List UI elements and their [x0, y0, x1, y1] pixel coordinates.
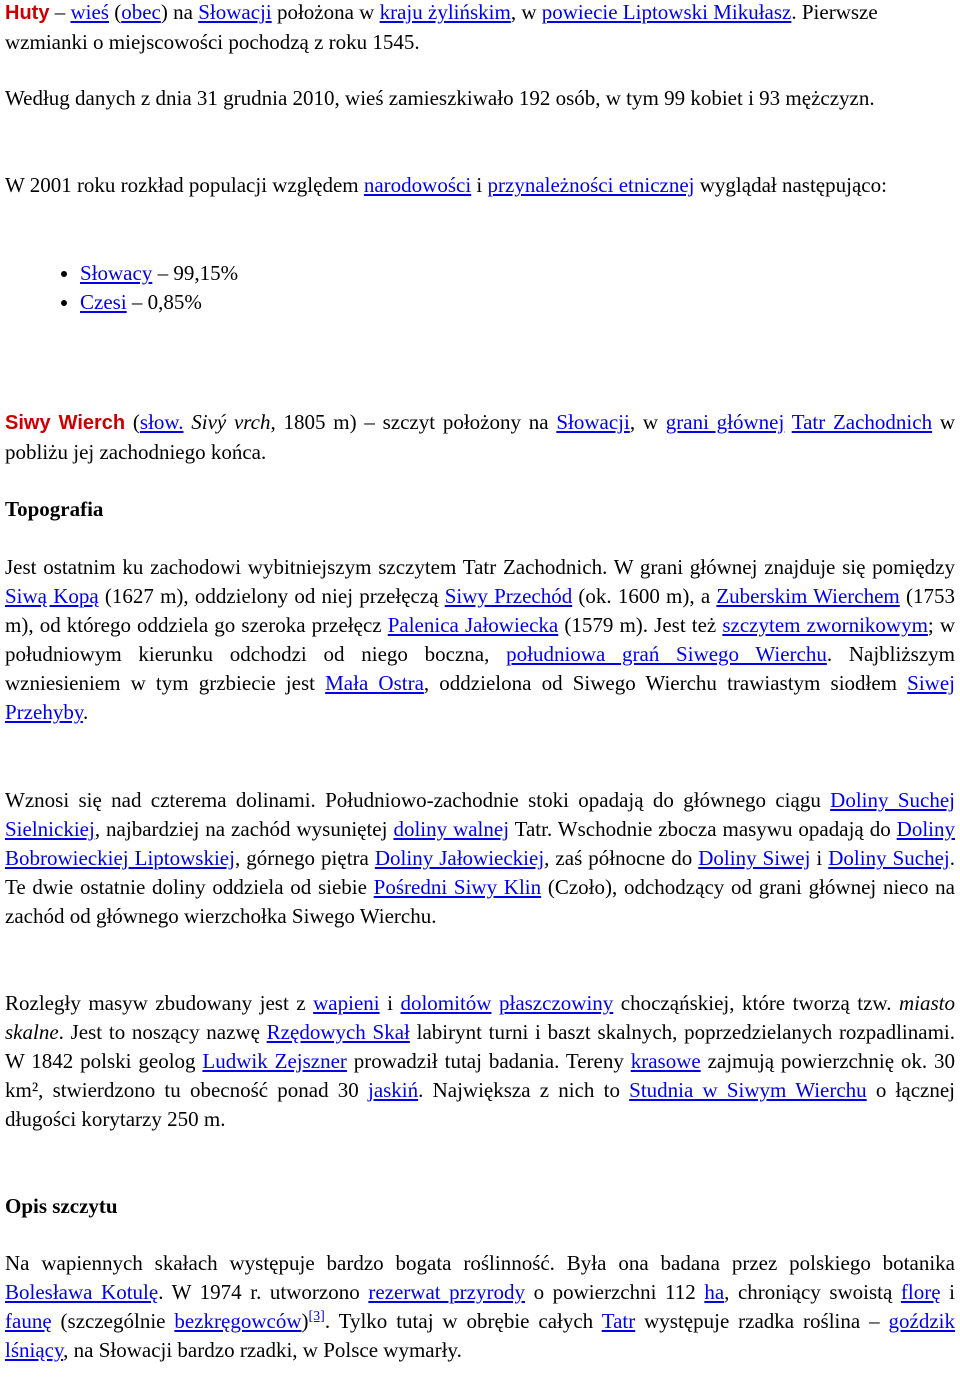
paragraph-doliny: Wznosi się nad czterema dolinami. Południowo-zachodnie stoki opadają do głównego ciągu Doliny Suchej Sielnickiej, najbardziej na zachód wysuniętej doliny walnej Tatr. Wschodnie zbocza masywu opadają do Doliny Bobrowieckiej Liptowskiej, górnego piętra Doliny Jałowieckiej, zaś północne do Doliny Siwej i Doliny Suchej. Te dwie ostatnie doliny oddziela od siebie Pośredni Siwy Klin (Czoło), odchodzący od grani głównej nieco na zachód od głównego wierzchołka Siwego Wierchu. [5, 788, 956, 928]
link-gozdzik[interactable]: goździk lśniący [5, 1309, 955, 1362]
title-huty: Huty [5, 2, 50, 24]
link-boleslaw-kotula[interactable]: Bolesława Kotulę [5, 1280, 159, 1304]
paragraph-opis: Na wapiennych skałach występuje bardzo bogata roślinność. Była ona badana przez polskiego botanika Bolesława Kotulę. W 1974 r. utworzono rezerwat przyrody o powierzchni 112 ha, chroniący swoistą florę i faunę (szczególnie bezkręgowców)[3]. Tylko tutaj w obrębie całych Tatr występuje rzadka roślina – goździk lśniący, na Słowacji bardzo rzadki, w Polsce wymarły. [5, 1251, 955, 1362]
link-poludniowa-gran[interactable]: południowa grań Siwego Wierchu [506, 642, 827, 666]
paragraph-huty-intro: Huty – wieś (obec) na Słowacji położona w kraju żylińskim, w powiecie Liptowski Mikułasz. Pierwsze wzmianki o miejscowości pochodzą z roku 1545. [5, 0, 878, 54]
link-tatr[interactable]: Tatr [601, 1309, 636, 1333]
link-czesi[interactable]: Czesi [80, 290, 127, 314]
link-plaszczowina[interactable]: płaszczowiny [498, 991, 614, 1015]
link-slow[interactable]: słow. [139, 410, 184, 434]
link-grani-glownej[interactable]: grani głównej [665, 410, 785, 434]
link-dolina-siwa[interactable]: Doliny Siwej [698, 846, 811, 870]
paragraph-geologia: Rozległy masyw zbudowany jest z wapieni i dolomitów płaszczowiny chocząńskiej, które tworzą tzw. miasto skalne. Jest to noszący nazwę Rzędowych Skał labirynt turni i baszt skalnych, poprzedzielanych rozpadlinami. W 1842 polski geolog Ludwik Zejszner prowadził tutaj badania. Tereny krasowe zajmują powierzchnię ok. 30 km², stwierdzono tu obecność ponad 30 jaskiń. Największa z nich to Studnia w Siwym Wierchu o łącznej długości korytarzy 250 m. [5, 991, 956, 1131]
heading-topografia: Topografia [5, 497, 104, 521]
list-item: • Czesi – 0,85% [80, 288, 960, 317]
link-zuberski-wierch[interactable]: Zuberskim Wierchem [716, 584, 900, 608]
link-dolina-sucha[interactable]: Doliny Suchej [828, 846, 950, 870]
link-krasowe[interactable]: krasowe [630, 1049, 701, 1073]
link-narodowosci[interactable]: narodowości [363, 173, 472, 197]
link-studnia[interactable]: Studnia w Siwym Wierchu [629, 1078, 867, 1102]
heading-opis-szczytu: Opis szczytu [5, 1194, 118, 1218]
link-rzedowe-skaly[interactable]: Rzędowych Skał [266, 1020, 410, 1044]
link-obec[interactable]: obec [121, 0, 161, 24]
link-slowacji[interactable]: Słowacji [198, 0, 272, 24]
link-slowacy[interactable]: Słowacy [80, 261, 153, 285]
link-palenica[interactable]: Palenica Jałowiecka [387, 613, 559, 637]
footnote-ref-3[interactable]: [3] [308, 1309, 325, 1324]
link-kraj[interactable]: kraju żylińskim [379, 0, 511, 24]
link-ludwik-zejszner[interactable]: Ludwik Zejszner [202, 1049, 347, 1073]
link-ha[interactable]: ha [704, 1280, 725, 1304]
paragraph-population: Według danych z dnia 31 grudnia 2010, wieś zamieszkiwało 192 osób, w tym 99 kobiet i 93 mężczyzn. [5, 86, 875, 110]
link-tatr-zachodnich[interactable]: Tatr Zachodnich [791, 410, 933, 434]
link-flora[interactable]: florę [900, 1280, 941, 1304]
link-powiat[interactable]: powiecie Liptowski Mikułasz [541, 0, 792, 24]
link-dolina-walna[interactable]: doliny walnej [393, 817, 510, 841]
link-slowacji-2[interactable]: Słowacji [556, 410, 630, 434]
link-szczyt-zwornikowy[interactable]: szczytem zwornikowym [722, 613, 928, 637]
link-dolina-sucha-sielnicka[interactable]: Doliny Suchej Sielnickiej [5, 788, 955, 841]
link-przynaleznosci[interactable]: przynależności etnicznej [487, 173, 695, 197]
link-siwa-kopa[interactable]: Siwą Kopą [5, 584, 99, 608]
link-dolina-bobrowiecka[interactable]: Doliny Bobrowieckiej Liptowskiej [5, 817, 955, 870]
link-jaskinie[interactable]: jaskiń [367, 1078, 419, 1102]
link-wies[interactable]: wieś [70, 0, 109, 24]
paragraph-siwy-wierch: Siwy Wierch (słow. Sivý vrch, 1805 m) – szczyt położony na Słowacji, w grani głównej Tatr Zachodnich w pobliżu jej zachodniego końca. [5, 410, 956, 464]
paragraph-ethnicity: W 2001 roku rozkład populacji względem narodowości i przynależności etnicznej wyglądał następująco: [5, 173, 887, 197]
ethnicity-list [5, 259, 960, 317]
link-dolomity[interactable]: dolomitów [400, 991, 492, 1015]
link-siwa-przehyba[interactable]: Siwej Przehyby [5, 671, 956, 724]
link-posredni-siwy-klin[interactable]: Pośredni Siwy Klin [373, 875, 542, 899]
link-mala-ostra[interactable]: Mała Ostra [325, 671, 424, 695]
link-siwy-przechod[interactable]: Siwy Przechód [444, 584, 573, 608]
link-dolina-jalowiecka[interactable]: Doliny Jałowieckiej [374, 846, 545, 870]
link-bezkregowce[interactable]: bezkręgowców [174, 1309, 302, 1333]
paragraph-topografia: Jest ostatnim ku zachodowi wybitniejszym szczytem Tatr Zachodnich. W grani głównej znajduje się pomiędzy Siwą Kopą (1627 m), oddzielony od niej przełęczą Siwy Przechód (ok. 1600 m), a Zuberskim Wierchem (1753 m), od którego oddziela go szeroka przełęcz Palenica Jałowiecka (1579 m). Jest też szczytem zwornikowym; w południowym kierunku odchodzi od niego boczna, południowa grań Siwego Wierchu. Najbliższym wzniesieniem w tym grzbiecie jest Mała Ostra, oddzielona od Siwego Wierchu trawiastym siodłem Siwej Przehyby. [5, 555, 956, 724]
link-fauna[interactable]: faunę [5, 1309, 52, 1333]
title-siwy-wierch: Siwy Wierch [5, 412, 126, 434]
list-item: • Słowacy – 99,15% [80, 259, 960, 288]
link-rezerwat[interactable]: rezerwat przyrody [368, 1280, 525, 1304]
link-wapienie[interactable]: wapieni [313, 991, 380, 1015]
